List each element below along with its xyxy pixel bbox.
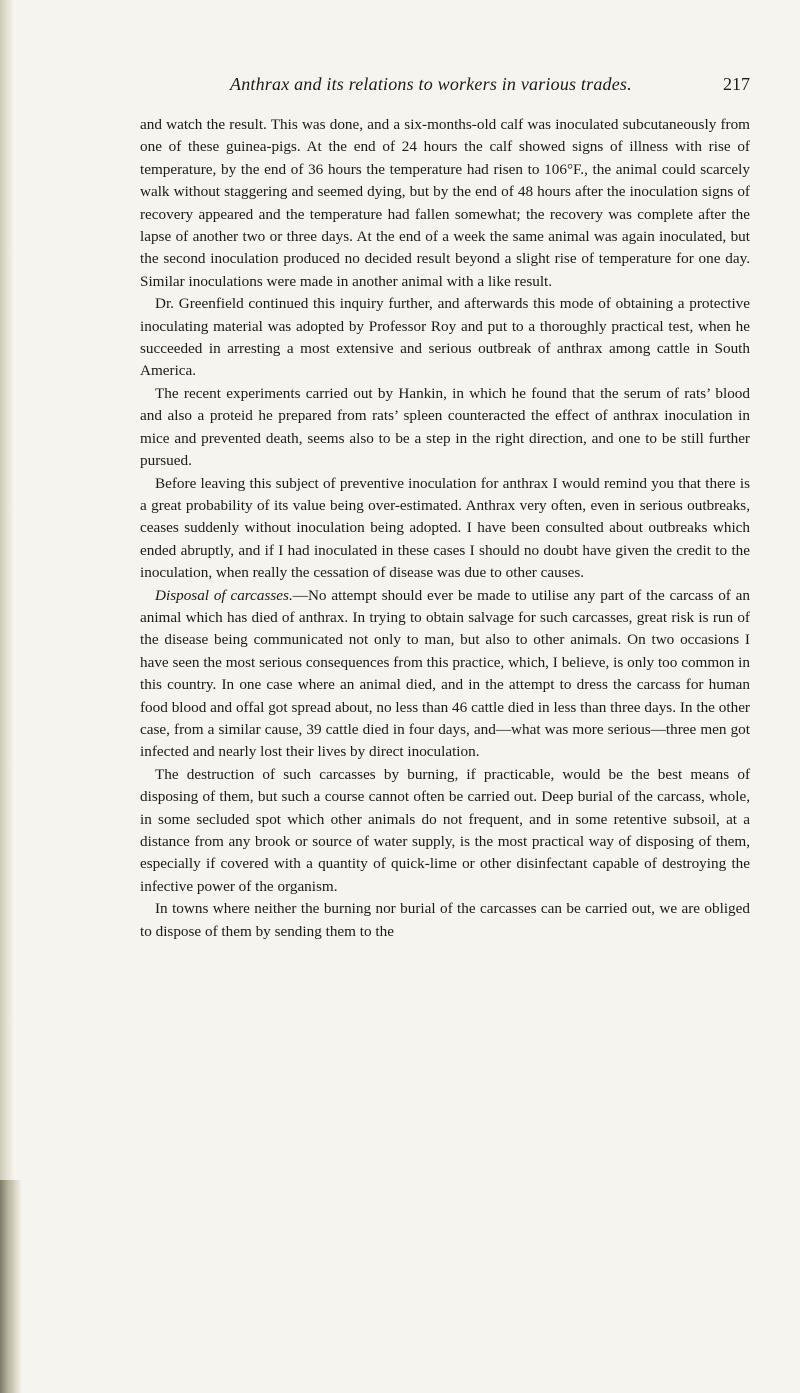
page-number: 217 [723,74,750,94]
paragraph-4: Before leaving this subject of preventive inoculation for anthrax I would remind you that there is a great probability of its value being over-estimated. Anthrax very often, even in serious outbreaks, ceases suddenly without inoculation being adopted. I have been consulted about outbreaks which ended abruptly, and if I had inoculated in these cases I should no doubt have given the credit to the inoculation, when really the cessation of disease was due to other causes. [140,474,750,582]
running-header-title: Anthrax and its relations to workers in various trades. [230,74,632,94]
binding-shadow-bottom [0,1180,22,1393]
paragraph-3: The recent experiments carried out by Hankin, in which he found that the serum of rats’ blood and also a proteid he prepared from rats’ spleen counteracted the effect of anthrax inoculation in mice and prevented death, seems also to be a step in the right direction, and one to be still further pursued. [140,384,750,470]
paragraph-1: and watch the result. This was done, and a six-months-old calf was inoculated subcutaneously from one of these guinea-pigs. At the end of 24 hours the calf showed signs of illness with rise of temperature, by the end of 36 hours the temperature had risen to 106°F., the animal could scarcely walk without staggering and seemed dying, but by the end of 48 hours after the inoculation signs of recovery appeared and the temperature had fallen somewhat; the recovery was complete after the lapse of another two or three days. At the end of a week the same animal was again inoculated, but the second inoculation produced no decided result beyond a slight rise of temperature for one day. Similar inoculations were made in another animal with a like result. [140,116,750,290]
paragraph-5 [140,585,750,764]
paragraph-2: Dr. Greenfield continued this inquiry further, and afterwards this mode of obtaining a protective inoculating material was adopted by Professor Roy and put to a thoroughly practical test, when he succeeded in arresting a most extensive and serious outbreak of anthrax among cattle in South America. [140,295,750,380]
paragraph-7: In towns where neither the burning nor burial of the carcasses can be carried out, we are obliged to dispose of them by sending them to the [140,900,750,940]
section-heading-disposal: Disposal of carcasses. [155,586,293,604]
paragraph-6: The destruction of such carcasses by burning, if practicable, would be the best means of disposing of them, but such a course cannot often be carried out. Deep burial of the carcass, whole, in some secluded spot which other animals do not frequent, and in some retentive subsoil, at a distance from any brook or source of water supply, is the most practical way of disposing of them, especially if covered with a quantity of quick-lime or other disinfectant capable of destroying the infective power of the organism. [140,765,750,895]
body-text [140,114,750,943]
running-header [230,74,750,100]
paragraph-5-text: —No attempt should ever be made to utilise any part of the carcass of an animal which has died of anthrax. In trying to obtain salvage for such carcasses, great risk is run of the disease being communicated not only to man, but also to other animals. On two occasions I have seen the most serious consequences from this practice, which, I believe, is only too common in this country. In one case where an animal died, and in the attempt to dress the carcass for human food blood and offal got spread about, no less than 46 cattle died in less than three days. In the other case, from a similar cause, 39 cattle died in four days, and—what was more serious—three men got infected and nearly lost their lives by direct inoculation. [140,586,751,761]
